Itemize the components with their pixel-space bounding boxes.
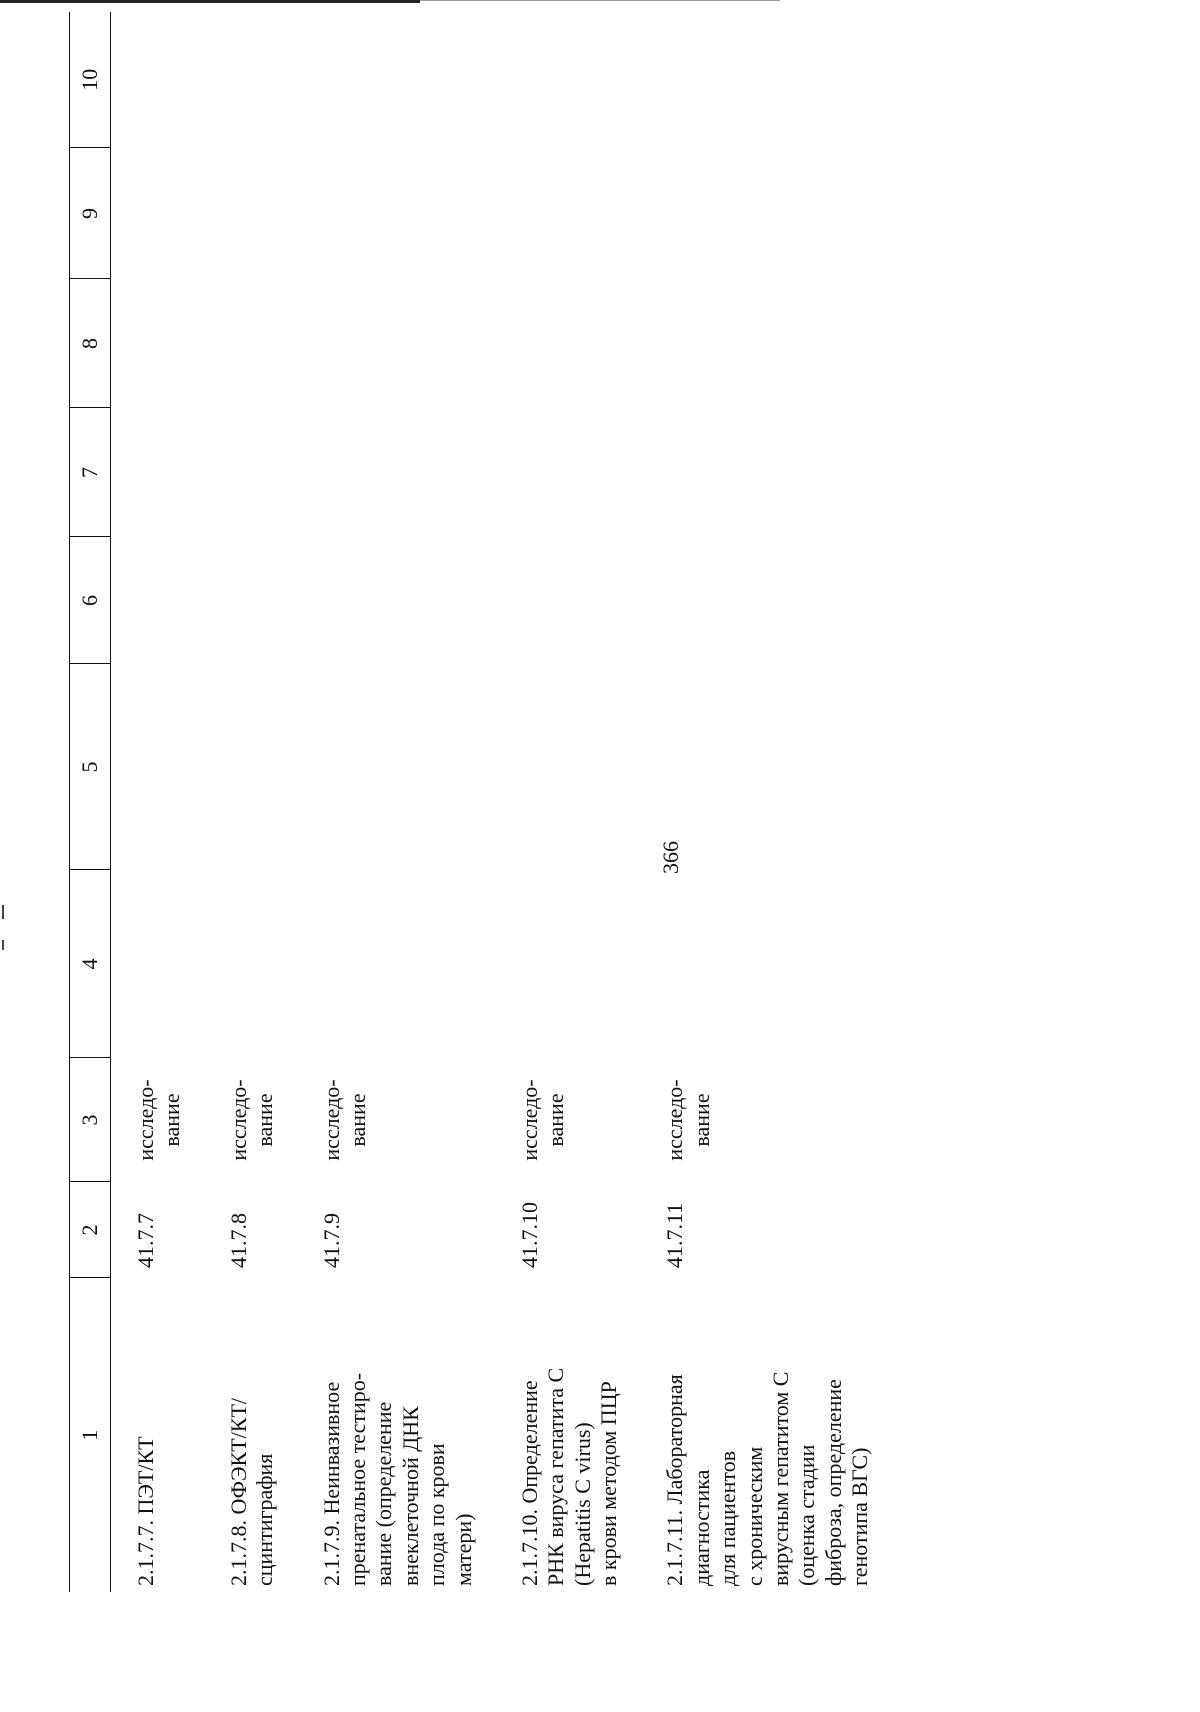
- column-header: 4: [70, 870, 111, 1058]
- column-header: 8: [70, 279, 111, 408]
- service-code: 41.7.11: [662, 1202, 688, 1268]
- service-code: 41.7.7: [133, 1213, 158, 1268]
- column-header: 1: [70, 1278, 111, 1592]
- service-name: 2.1.7.10. Определение РНК вируса гепатита С (Hepatitis C virus) в крови методом ПЦР: [516, 1367, 622, 1586]
- service-name: 2.1.7.8. ОФЭКТ/КТ/ сцинтиграфия: [225, 1397, 278, 1586]
- table-row: [640, 12, 891, 1592]
- header-row: [70, 12, 111, 1592]
- column-header: 2: [70, 1182, 111, 1278]
- service-code: 41.7.10: [516, 1202, 542, 1268]
- unit-of-measure: исследо- вание: [225, 1079, 278, 1161]
- unit-of-measure: исследо- вание: [133, 1079, 185, 1161]
- page-number: 366: [658, 841, 683, 874]
- service-name: 2.1.7.7. ПЭТ/КТ: [133, 1436, 158, 1586]
- table-row: [297, 12, 495, 1592]
- table-row: [111, 12, 204, 1592]
- service-code: 41.7.8: [225, 1213, 251, 1268]
- unit-of-measure: исследо- вание: [318, 1079, 370, 1161]
- unit-of-measure: исследо- вание: [516, 1079, 569, 1161]
- table-row: [495, 12, 641, 1592]
- service-code: 41.7.9: [318, 1213, 344, 1268]
- service-name: 2.1.7.9. Неинвазивное пренатальное тестиро- вание (определение внеклеточной ДНК плода по крови матери): [318, 1372, 476, 1586]
- column-header: 9: [70, 148, 111, 279]
- column-header: 5: [70, 664, 111, 870]
- column-header: 3: [70, 1058, 111, 1182]
- column-header: 10: [70, 12, 111, 148]
- unit-of-measure: исследо- вание: [662, 1079, 714, 1161]
- service-name: 2.1.7.11. Лабораторная диагностика для пациентов с хроническим вирусным гепатитом С (оценка стадии фиброза, определение генотипа ВГС): [662, 1371, 873, 1586]
- table-row: [204, 12, 297, 1592]
- column-header: 7: [70, 408, 111, 537]
- column-header: 6: [70, 537, 111, 664]
- tariff-table: [69, 12, 892, 1592]
